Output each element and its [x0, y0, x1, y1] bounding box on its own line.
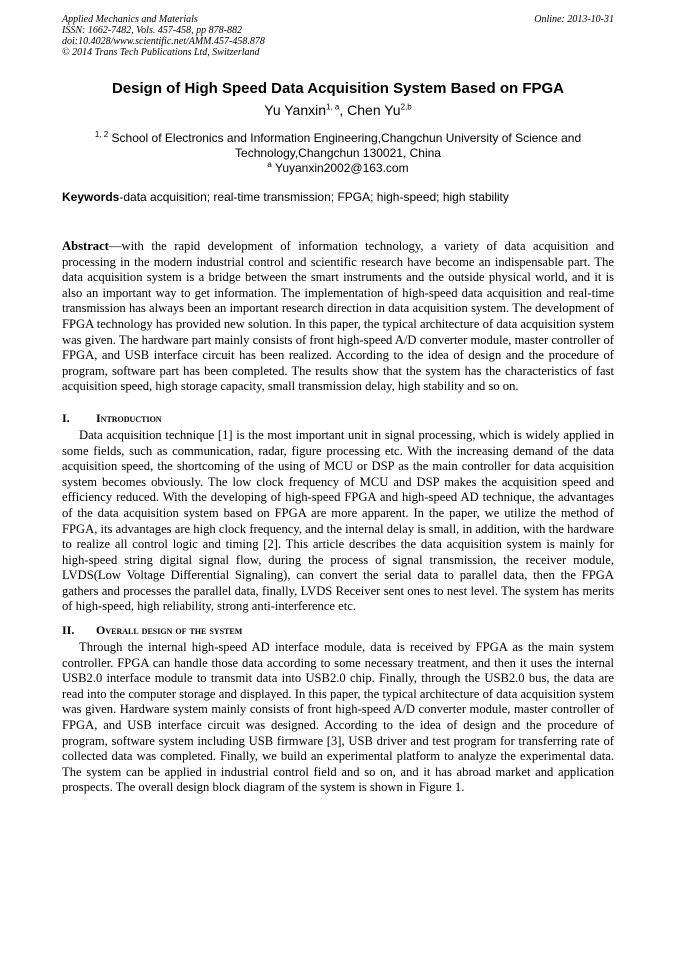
section-heading-introduction [62, 411, 614, 426]
section-heading-overall-design [62, 623, 614, 638]
section-number: II. [62, 623, 75, 638]
online-date: Online: 2013-10-31 [534, 14, 614, 25]
section-title: Overall design of the system [96, 623, 243, 638]
keywords-text: -data acquisition; real-time transmission; FPGA; high-speed; high stability [119, 190, 509, 204]
keywords [62, 190, 614, 205]
abstract-label: Abstract [62, 239, 109, 253]
affiliation-superscript: 1, 2 [94, 130, 109, 139]
section-number: I. [62, 410, 70, 425]
paper-page [62, 14, 614, 796]
affiliation [62, 131, 614, 176]
journal-header [62, 14, 614, 58]
author-superscript: 1, a [326, 102, 340, 112]
paper-title: Design of High Speed Data Acquisition System Based on FPGA [111, 80, 564, 97]
email-superscript: a [267, 160, 272, 169]
abstract-text: —with the rapid development of information technology, a variety of data acquisition and processing in the modern industrial control and scientific research have become an indispensable part. The data acquisition system is a bridge between the smart instruments and the outside physical world, and it is also an important way to get information. The implementation of high-speed data acquisition and real-time transmission has always been an important research direction in data acquisition system. The development of FPGA technology has provided new solution. In this paper, the typical architecture of data acquisition system was given. The hardware part mainly consists of front high-speed A/D converter module, master controller of FPGA, and USB interface circuit has been realized. According to the idea of design and the procedure of program, software part has been completed. The results show that the system has the characteristics of fast acquisition speed, high storage capacity, small transmission delay, high stability and so on. [62, 239, 614, 394]
issn-line: ISSN: 1662-7482, Vols. 457-458, pp 878-882 [62, 25, 242, 36]
section-paragraph-introduction: Data acquisition technique [1] is the most important unit in signal processing, which is widely applied in some fields, such as communication, radar, figure processing etc. With the increasing demand of the data acquisition speed, the shortcoming of the using of MCU or DSP as the main controller for data acquisition system becomes obviously. The low clock frequency of MCU and DSP makes the acquisition speed and efficiency reduced. With the developing of high-speed FPGA and high-speed AD technique, the advantages of the data acquisition system based on FPGA are more apparent. In the paper, we utilize the method of FPGA, its advantages are high clock frequency, and the internal delay is small, in addition, with the hardware to realize all control logic and timing [2]. This article describes the data acquisition system is mainly for high-speed string digital signal flow, during the process of signal transmission, the receiver module, LVDS(Low Voltage Differential Signaling), can convert the serial data to parallel data, then the FPGA gathers and processes the parallel data, finally, LVDS Receiver sent ones to nest level. The system has merits of high-speed, high reliability, strong anti-interference etc. [62, 427, 614, 614]
affiliation-line-1: School of Electronics and Information Engineering,Changchun University of Science and [111, 131, 582, 145]
section-paragraph-overall-design: Through the internal high-speed AD interface module, data is received by FPGA as the main system controller. FPGA can handle those data according to some necessary treatment, and then it uses the internal USB2.0 interface module to transmit data into USB2.0 chip. Finally, through the USB2.0 bus, the data are read into the computer storage and displayed. In this paper, the typical architecture of data acquisition system was given. Hardware system mainly consists of front high-speed A/D converter module, master controller of FPGA, and USB interface circuit was designed. According to the idea of design and the procedure of program, software system including USB firmware [3], USB driver and test program for transferring rate of collected data was completed. Finally, we build an experimental platform to analyze the experimental data. The system can be applied in industrial control field and so on, and it has abroad market and application prospects. The overall design block diagram of the system is shown in Figure 1. [62, 640, 614, 795]
author-name: Chen Yu [347, 102, 401, 118]
author-superscript: 2,b [400, 102, 412, 112]
author-email: Yuyanxin2002@163.com [274, 161, 409, 175]
author-line: Yu Yanxin$^{1, a}$, Chen Yu$^{2,b}$ [264, 102, 412, 118]
affiliation-line-2: Technology,Changchun 130021, China [235, 146, 441, 160]
keywords-label: Keywords [62, 190, 120, 204]
section-title: Introduction [96, 410, 162, 425]
author-name: Yu Yanxin [264, 102, 327, 118]
abstract [62, 239, 614, 395]
journal-name: Applied Mechanics and Materials [62, 14, 198, 25]
copyright-line: © 2014 Trans Tech Publications Ltd, Switzerland [62, 47, 260, 58]
doi-line: doi:10.4028/www.scientific.net/AMM.457-458.878 [62, 36, 265, 47]
